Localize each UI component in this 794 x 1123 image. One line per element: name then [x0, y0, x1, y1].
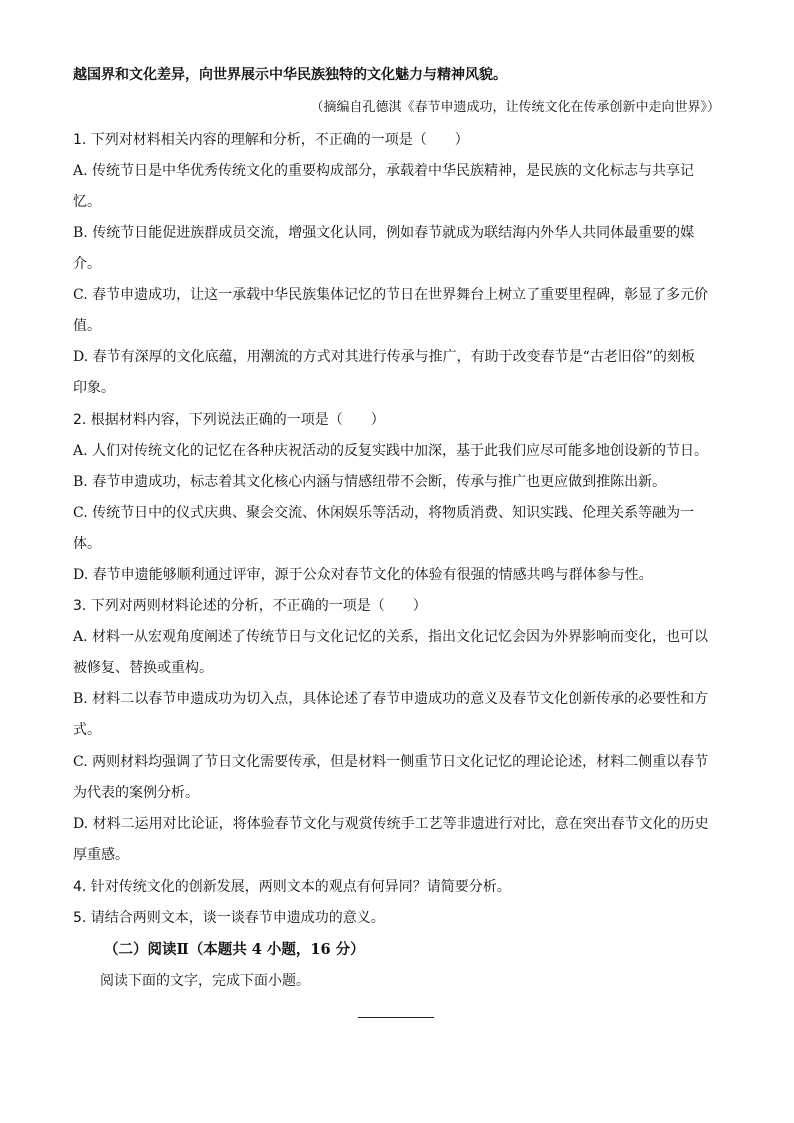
- question-2-option-c-cont: 体。: [73, 536, 101, 552]
- question-1-option-c-cont: 值。: [73, 318, 101, 334]
- question-1-stem: 1. 下列对材料相关内容的理解和分析，不正确的一项是（ ）: [73, 132, 469, 148]
- question-3-stem: 3. 下列对两则材料论述的分析，不正确的一项是（ ）: [73, 598, 427, 614]
- question-1-option-b: B. 传统节日能促进族群成员交流，增强文化认同，例如春节就成为联结海内外华人共同体最重要的媒: [73, 225, 695, 241]
- question-2-stem: 2. 根据材料内容，下列说法正确的一项是（ ）: [73, 412, 385, 428]
- question-1-option-b-cont: 介。: [73, 256, 101, 272]
- question-3-option-d: D. 材料二运用对比论证，将体验春节文化与观赏传统手工艺等非遗进行对比，意在突出春节文化的历史: [73, 816, 709, 832]
- question-3-option-c: C. 两则材料均强调了节日文化需要传承，但是材料一侧重节日文化记忆的理论论述，材料二侧重以春节: [73, 754, 709, 770]
- question-2-option-b: B. 春节申遗成功，标志着其文化核心内涵与情感纽带不会断，传承与推广也更应做到推陈出新。: [73, 474, 667, 490]
- question-2-option-a: A. 人们对传统文化的记忆在各种庆祝活动的反复实践中加深，基于此我们应尽可能多地创设新的节日。: [73, 443, 709, 459]
- question-1-option-c: C. 春节申遗成功，让这一承载中华民族集体记忆的节日在世界舞台上树立了重要里程碑，彰显了多元价: [73, 287, 709, 303]
- section-heading: （二）阅读Ⅱ（本题共 4 小题，16 分）: [104, 941, 365, 958]
- question-4-stem: 4. 针对传统文化的创新发展，两则文本的观点有何异同？请简要分析。: [73, 879, 511, 895]
- question-1-option-d-cont: 印象。: [73, 380, 115, 396]
- question-2-option-d: D. 春节申遗能够顺利通过评审，源于公众对春节文化的体验有很强的情感共鸣与群体参与性。: [73, 567, 653, 583]
- question-1-option-a-cont: 忆。: [73, 194, 101, 210]
- question-3-option-b-cont: 式。: [73, 722, 101, 738]
- footer-divider: [358, 1017, 434, 1018]
- question-3-option-d-cont: 厚重感。: [73, 847, 129, 863]
- passage-source: （摘编自孔德淇《春节申遗成功，让传统文化在传承创新中走向世界》）: [310, 100, 720, 115]
- question-3-option-b: B. 材料二以春节申遗成功为切入点，具体论述了春节申遗成功的意义及春节文化创新传承的必要性和方: [73, 691, 709, 707]
- question-1-option-d: D. 春节有深厚的文化底蕴，用潮流的方式对其进行传承与推广，有助于改变春节是“古老旧俗”的刻板: [73, 349, 695, 365]
- question-5-stem: 5. 请结合两则文本，谈一谈春节申遗成功的意义。: [73, 910, 385, 926]
- question-3-option-a-cont: 被修复、替换或重构。: [73, 660, 213, 676]
- section-instruction: 阅读下面的文字，完成下面小题。: [100, 973, 310, 989]
- passage-closing-line: 越国界和文化差异，向世界展示中华民族独特的文化魅力与精神风貌。: [73, 67, 507, 83]
- question-3-option-c-cont: 为代表的案例分析。: [73, 785, 199, 801]
- question-2-option-c: C. 传统节日中的仪式庆典、聚会交流、休闲娱乐等活动，将物质消费、知识实践、伦理关系等融为一: [73, 505, 695, 521]
- question-3-option-a: A. 材料一从宏观角度阐述了传统节日与文化记忆的关系，指出文化记忆会因为外界影响而变化，也可以: [73, 629, 709, 645]
- question-1-option-a: A. 传统节日是中华优秀传统文化的重要构成部分，承载着中华民族精神，是民族的文化标志与共享记: [73, 163, 695, 179]
